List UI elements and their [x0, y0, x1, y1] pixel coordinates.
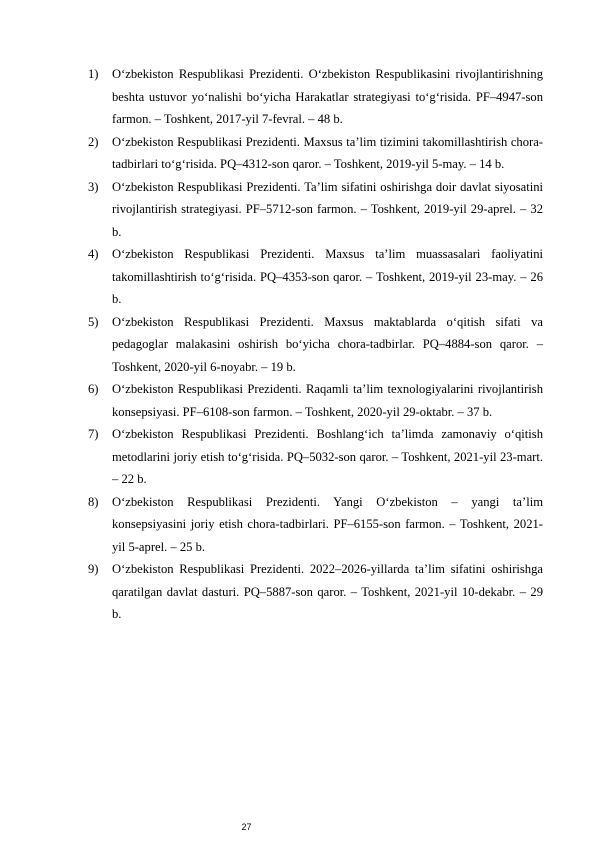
reference-number: 3)	[88, 179, 99, 194]
reference-text: O‘zbekiston Respublikasi Prezidenti. Maxsus maktablarda o‘qitish sifati va pedagoglar malakasini oshirish bo‘yicha chora-tadbirlar. PQ–4884-son qaror. – Toshkent, 2020-yil 6-noyabr. – 19 b.	[112, 314, 543, 374]
reference-number: 1)	[88, 67, 99, 81]
reference-text: O‘zbekiston Respublikasi Prezidenti. Ta’lim sifatini oshirishga doir davlat siyosatini rivojlantirish strategiyasi. PF–5712-son farmon. – Toshkent, 2019-yil 29-aprel. – 32 b.	[112, 179, 543, 239]
reference-number: 5)	[88, 314, 99, 329]
reference-item	[88, 311, 543, 379]
page-number: 27	[241, 822, 252, 832]
reference-number: 8)	[88, 494, 99, 509]
reference-number: 7)	[88, 427, 99, 441]
reference-text: O‘zbekiston Respublikasi Prezidenti. 2022–2026-yillarda ta’lim sifatini oshirishga qaratilgan davlat dasturi. PQ–5887-son qaror. – Toshkent, 2021-yil 10-dekabr. – 29 b.	[112, 562, 543, 621]
reference-number: 6)	[88, 382, 99, 396]
reference-text: O‘zbekiston Respublikasi Prezidenti. Yangi O‘zbekiston – yangi ta’lim konsepsiyasini joriy etish chora-tadbirlari. PF–6155-son farmon. – Toshkent, 2021-yil 5-aprel. – 25 b.	[112, 494, 543, 554]
reference-item	[88, 63, 543, 131]
reference-item	[88, 423, 543, 491]
reference-item	[88, 378, 543, 423]
reference-text: O‘zbekiston Respublikasi Prezidenti. Maxsus ta’lim tizimini takomillashtirish chora-tadbirlari to‘g‘risida. PQ–4312-son qaror. – Toshkent, 2019-yil 5-may. – 14 b.	[112, 134, 543, 171]
reference-list	[88, 63, 543, 626]
reference-item	[88, 558, 543, 626]
reference-item	[88, 176, 543, 244]
reference-text: O‘zbekiston Respublikasi Prezidenti. Boshlang‘ich ta’limda zamonaviy o‘qitish metodlarini joriy etish to‘g‘risida. PQ–5032-son qaror. – Toshkent, 2021-yil 23-mart. – 22 b.	[112, 427, 543, 486]
reference-item	[88, 131, 543, 176]
reference-number: 9)	[88, 562, 99, 576]
reference-text: O‘zbekiston Respublikasi Prezidenti. Raqamli ta’lim texnologiyalarini rivojlantirish konsepsiyasi. PF–6108-son farmon. – Toshkent, 2020-yil 29-oktabr. – 37 b.	[112, 382, 543, 419]
reference-number: 4)	[88, 247, 99, 261]
reference-item	[88, 243, 543, 311]
reference-number: 2)	[88, 134, 99, 149]
reference-text: O‘zbekiston Respublikasi Prezidenti. Maxsus ta’lim muassasalari faoliyatini takomillashtirish to‘g‘risida. PQ–4353-son qaror. – Toshkent, 2019-yil 23-may. – 26 b.	[112, 247, 543, 306]
reference-item	[88, 491, 543, 559]
reference-text: O‘zbekiston Respublikasi Prezidenti. O‘zbekiston Respublikasini rivojlantirishning beshta ustuvor yo‘nalishi bo‘yicha Harakatlar strategiyasi to‘g‘risida. PF–4947-son farmon. – Toshkent, 2017-yil 7-fevral. – 48 b.	[112, 67, 543, 126]
